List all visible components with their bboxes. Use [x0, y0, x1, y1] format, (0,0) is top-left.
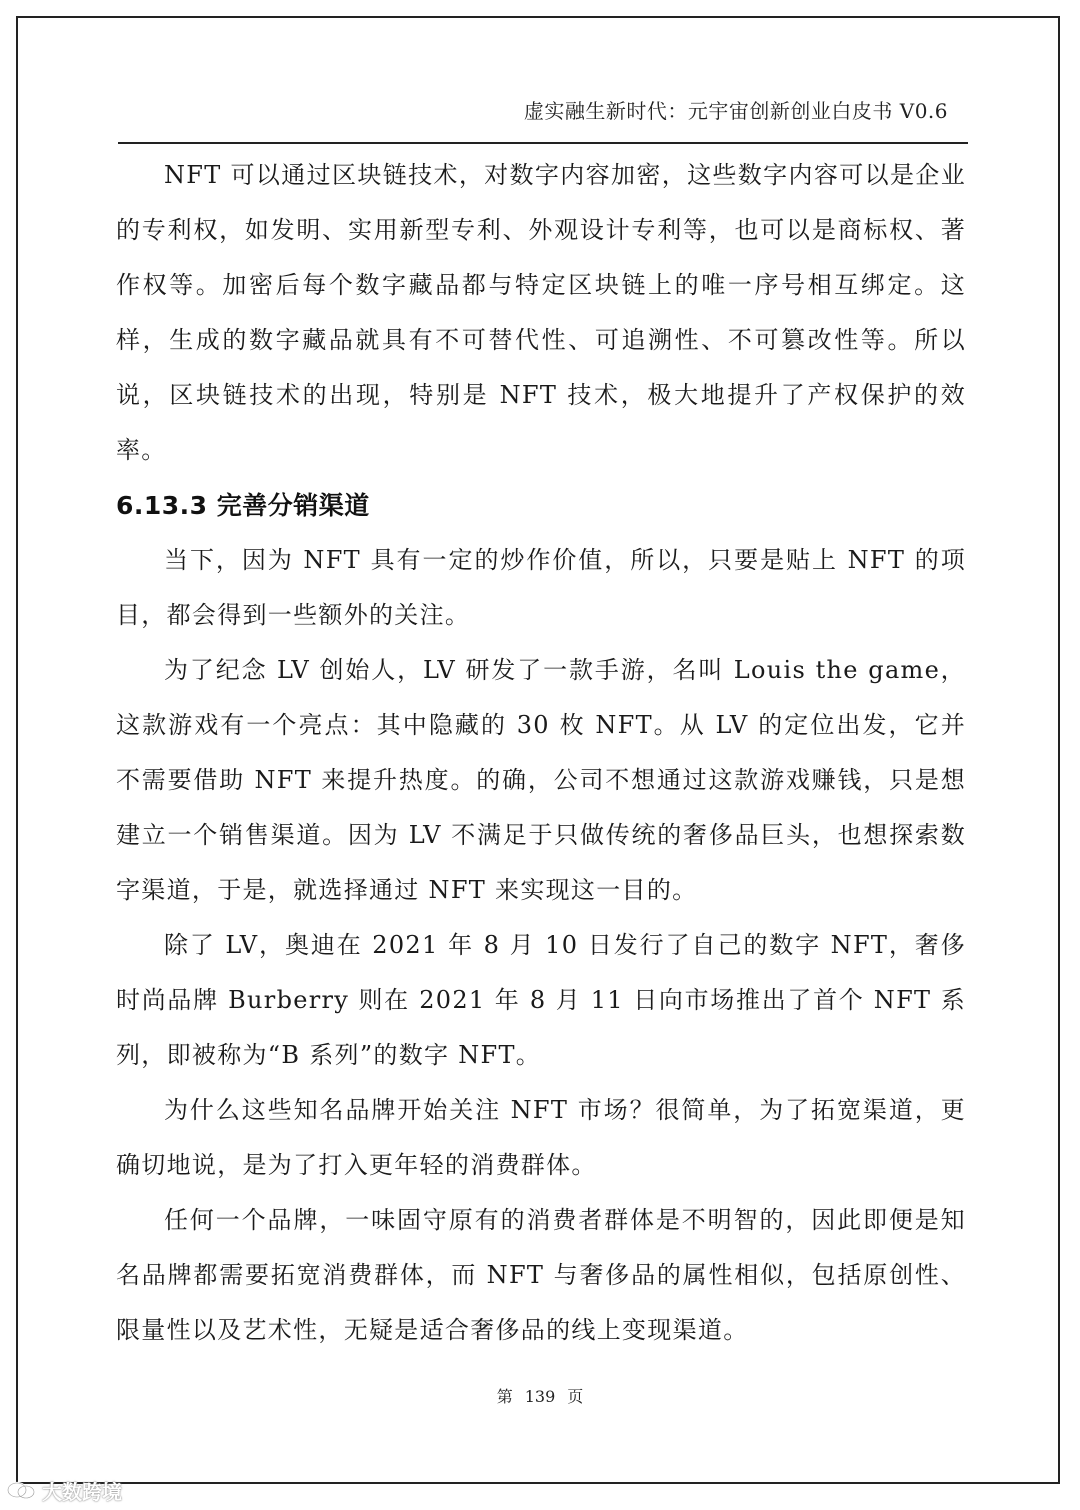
page-prefix: 第 [496, 1387, 513, 1406]
watermark-text: 大数跨境 [42, 1480, 122, 1504]
paragraph: NFT 可以通过区块链技术，对数字内容加密，这些数字内容可以是企业的专利权，如发明、实用新型专利、外观设计专利等，也可以是商标权、著作权等。加密后每个数字藏品都与特定区块链上的唯一序号相互绑定。这样，生成的数字藏品就具有不可替代性、可追溯性、不可篡改性等。所以说，区块链技术的出现，特别是 NFT 技术，极大地提升了产权保护的效率。 [116, 161, 966, 464]
document-body [116, 148, 966, 1358]
paragraph: 除了 LV，奥迪在 2021 年 8 月 10 日发行了自己的数字 NFT，奢侈时尚品牌 Burberry 则在 2021 年 8 月 11 日向市场推出了首个 NFT 系列，即被称为“B 系列”的数字 NFT。 [116, 931, 966, 1069]
paragraph: 当下，因为 NFT 具有一定的炒作价值，所以，只要是贴上 NFT 的项目，都会得到一些额外的关注。 [116, 546, 966, 629]
paragraph: 为什么这些知名品牌开始关注 NFT 市场？很简单，为了拓宽渠道，更确切地说，是为了打入更年轻的消费群体。 [116, 1096, 966, 1179]
speech-bubble-logo-icon [6, 1480, 36, 1502]
paragraph: 任何一个品牌，一味固守原有的消费者群体是不明智的，因此即便是知名品牌都需要拓宽消费群体，而 NFT 与奢侈品的属性相似，包括原创性、限量性以及艺术性，无疑是适合奢侈品的线上变现渠道。 [116, 1206, 966, 1344]
watermark [6, 1476, 122, 1505]
header-divider [118, 142, 968, 144]
page-number-footer [0, 1384, 1080, 1407]
paragraph: 为了纪念 LV 创始人，LV 研发了一款手游，名叫 Louis the game，这款游戏有一个亮点：其中隐藏的 30 枚 NFT。从 LV 的定位出发，它并不需要借助 NFT 来提升热度。的确，公司不想通过这款游戏赚钱，只是想建立一个销售渠道。因为 LV 不满足于只做传统的奢侈品巨头，也想探索数字渠道，于是，就选择通过 NFT 来实现这一目的。 [116, 656, 966, 904]
running-header: 虚实融生新时代：元宇宙创新创业白皮书 V0.6 [523, 99, 948, 123]
section-heading: 6.13.3 完善分销渠道 [116, 491, 370, 520]
page-number: 139 [524, 1387, 556, 1406]
page-suffix: 页 [567, 1387, 584, 1406]
